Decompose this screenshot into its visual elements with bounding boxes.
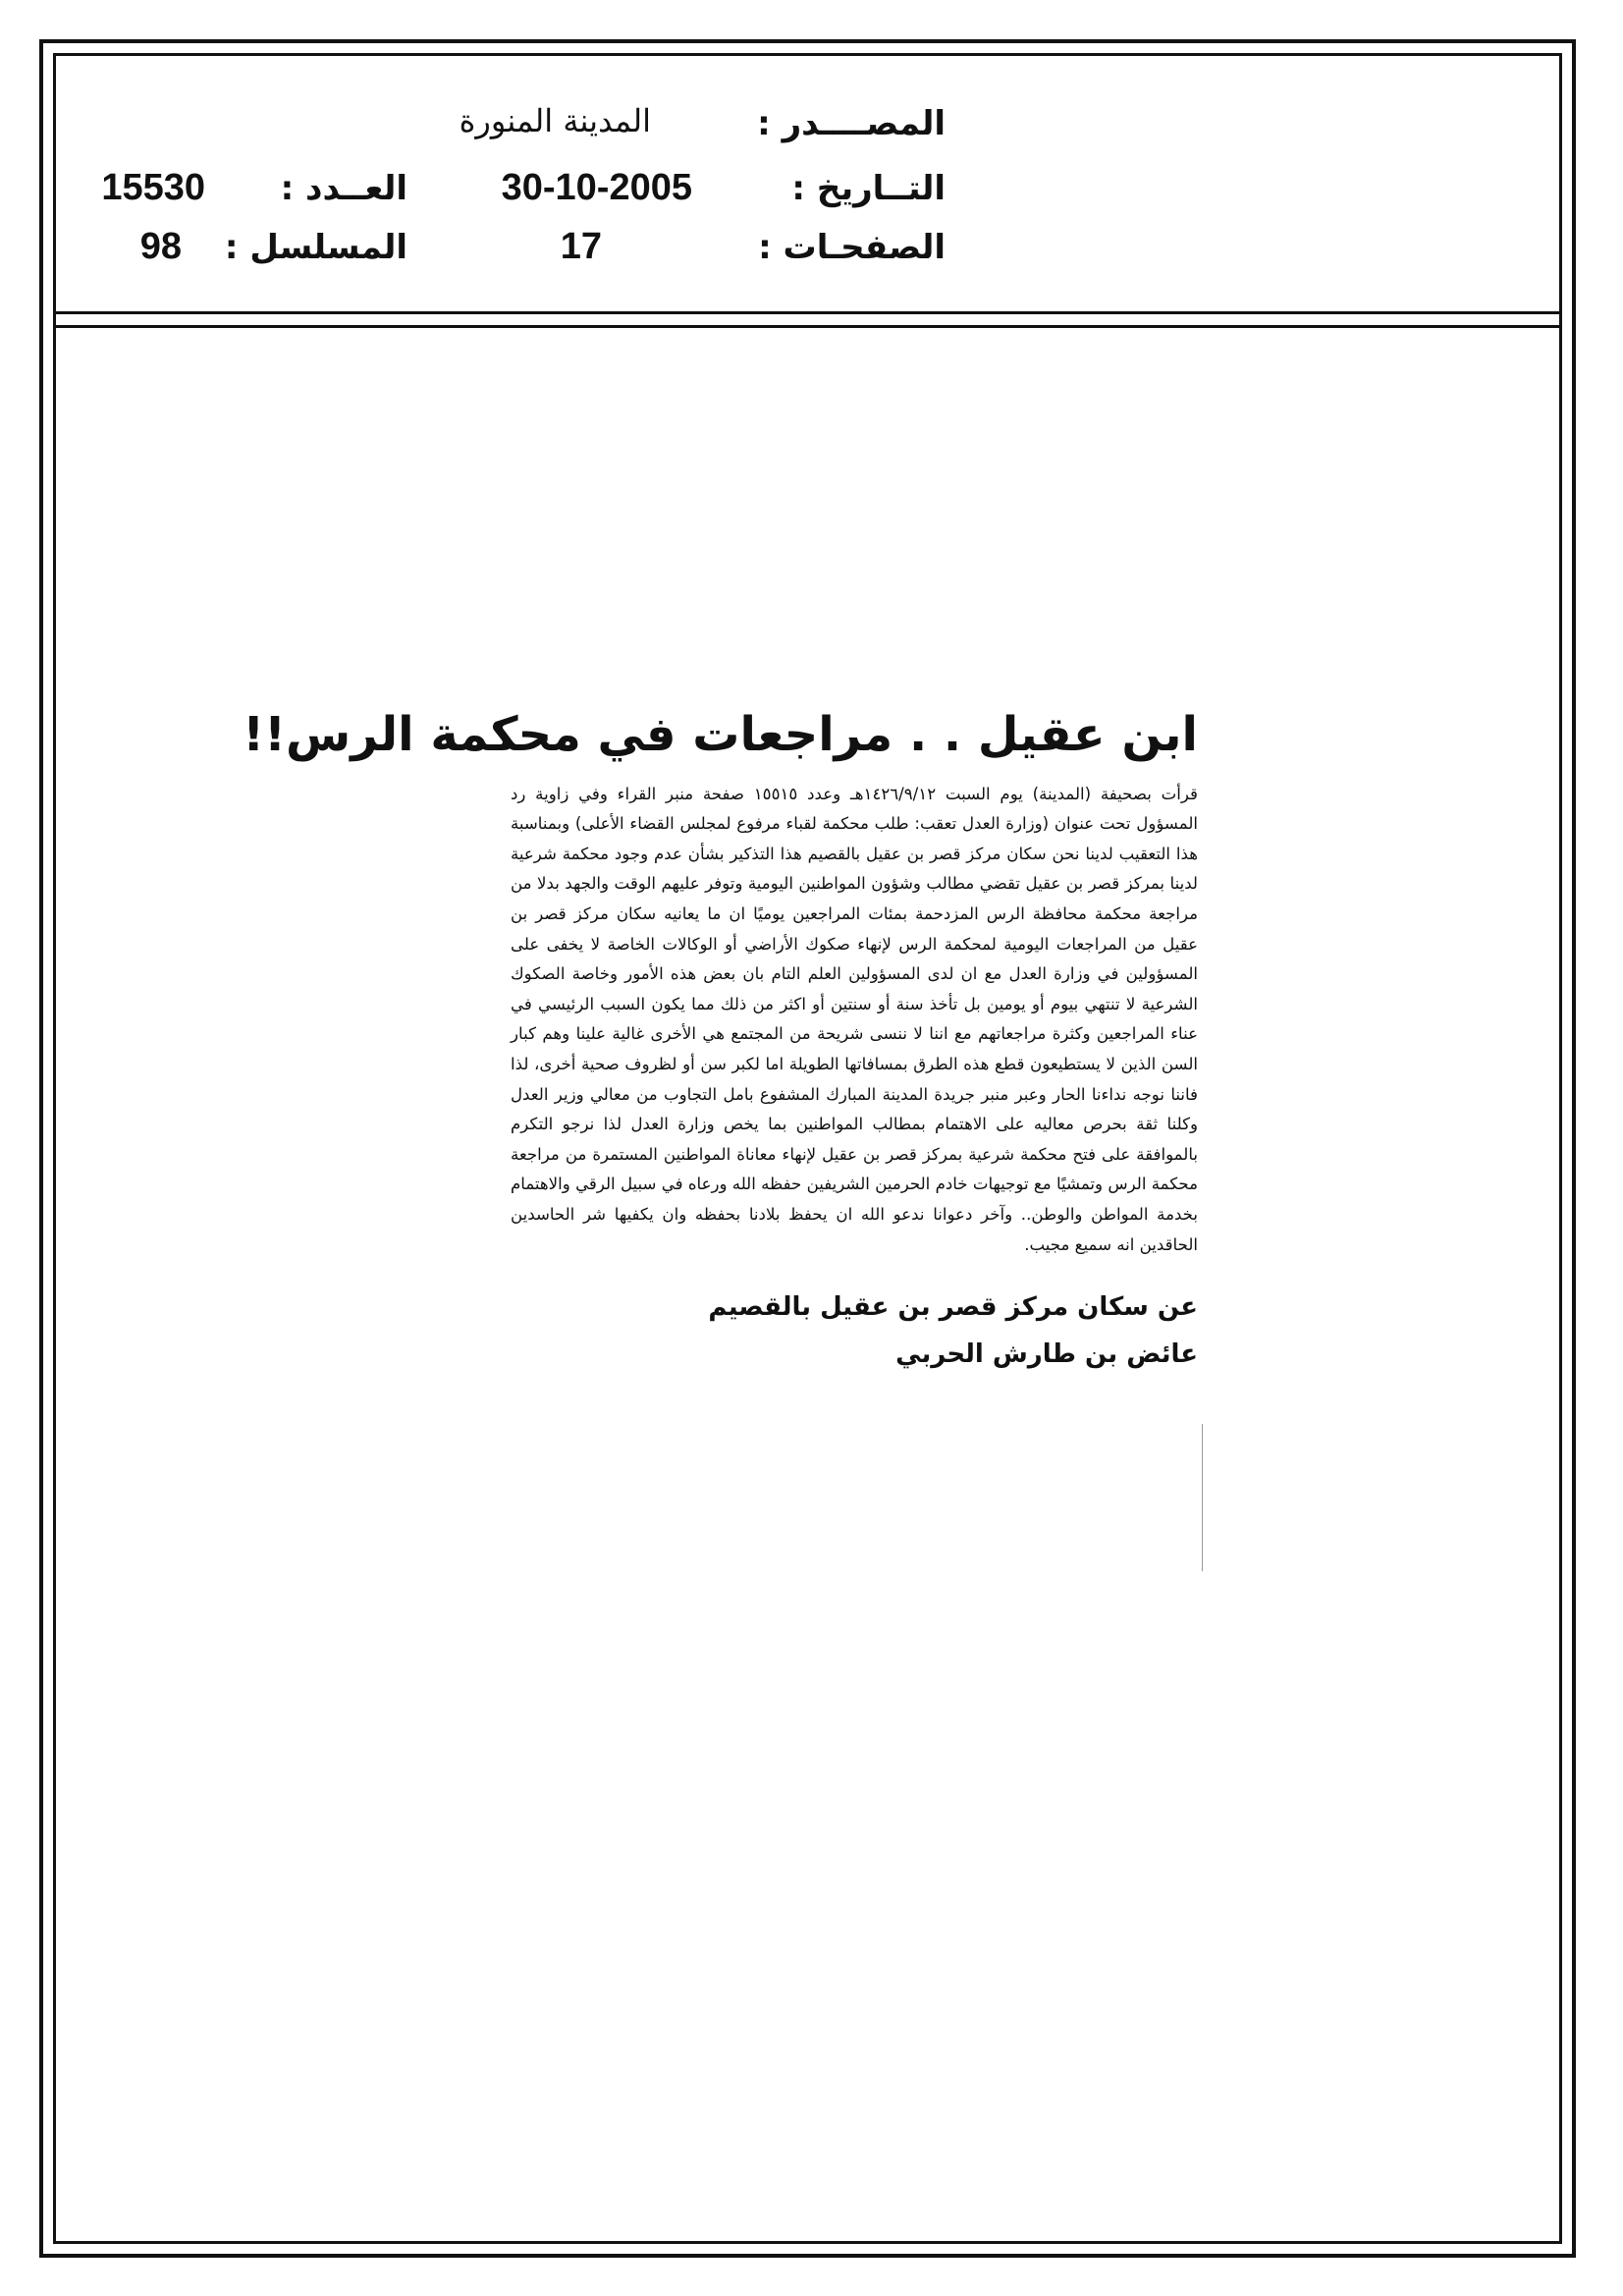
header-divider-bottom xyxy=(53,325,1562,328)
column-edge-line xyxy=(1202,1424,1203,1571)
issue-value: 15530 xyxy=(101,167,205,208)
article-body: قرأت بصحيفة (المدينة) يوم السبت ١٤٢٦/٩/١٢هـ وعدد ١٥٥١٥ صفحة منبر القراء وفي زاوية رد المسؤول تحت عنوان (وزارة العدل تعقب: طلب محكمة لقباء مرفوع لمجلس القضاء الأعلى) وبمناسبة هذا التعقيب لدينا نحن سكان مركز قصر بن عقيل بالقصيم هذا التذكير بشأن عدم وجود محكمة شرعية لدينا بمركز قصر بن عقيل تقضي مطالب وشؤون المواطنين اليومية وتوفر عليهم الوقت والجهد بدلا من مراجعة محكمة محافظة الرس المزدحمة بمئات المراجعين يوميًا ان ما يعانيه سكان مركز قصر بن عقيل من المراجعات اليومية لمحكمة الرس لإنهاء صكوك الأراضي أو الوكالات الخاصة لا يخفى على المسؤولين في وزارة العدل مع ان لدى المسؤولين العلم التام بان بعض هذه الأمور وخاصة الصكوك الشرعية لا تنتهي بيوم أو يومين بل تأخذ سنة أو سنتين أو اكثر من ذلك مما يكون السبب الرئيسي في عناء المراجعين وكثرة مراجعاتهم مع اننا لا ننسى شريحة من المجتمع هي الأخرى غالية علينا وهم كبار السن الذين لا يستطيعون قطع هذه الطرق بمسافاتها الطويلة اما لكبر سن أو لظروف صحية أخرى، لذا فاننا نوجه نداءنا الحار وعبر منبر جريدة المدينة المبارك المشفوع بامل التجاوب من معالي وزير العدل وكلنا ثقة بحرص معاليه على الاهتمام بمطالب المواطنين بما يخص وزارة العدل لذا نرجو التكرم بالموافقة على فتح محكمة شرعية بمركز قصر بن عقيل لإنهاء معاناة المواطنين المستمرة من مراجعة محكمة الرس وتمشيًا مع توجيهات خادم الحرمين الشريفين حفظه الله ورعاه في سبيل الرقي والاهتمام بخدمة المواطن والوطن.. وآخر دعوانا ندعو الله ان يحفظ بلادنا بحفظه وان يكفيها شر الحاسدين الحاقدين انه سميع مجيب. xyxy=(511,784,1198,1254)
date-value: 30-10-2005 xyxy=(501,167,692,208)
article-signature xyxy=(511,1284,1198,1378)
date-label: التــاريخ : xyxy=(791,169,946,208)
signature-line-2: عائض بن طارش الحربي xyxy=(895,1339,1198,1370)
header-divider-top xyxy=(53,311,1562,314)
source-label: المصــــدر : xyxy=(757,104,946,143)
signature-line-1: عن سكان مركز قصر بن عقيل بالقصيم xyxy=(708,1292,1198,1323)
issue-label: العــدد : xyxy=(280,169,407,208)
source-value: المدينة المنورة xyxy=(459,102,651,139)
article-headline: ابن عقيل . . مراجعات في محكمة الرس!! xyxy=(243,707,1198,762)
pages-value: 17 xyxy=(560,226,602,267)
pages-label: الصفحـات : xyxy=(758,228,946,267)
serial-value: 98 xyxy=(139,226,182,267)
serial-label: المسلسل : xyxy=(224,228,407,267)
newspaper-clipping xyxy=(243,707,1198,1378)
